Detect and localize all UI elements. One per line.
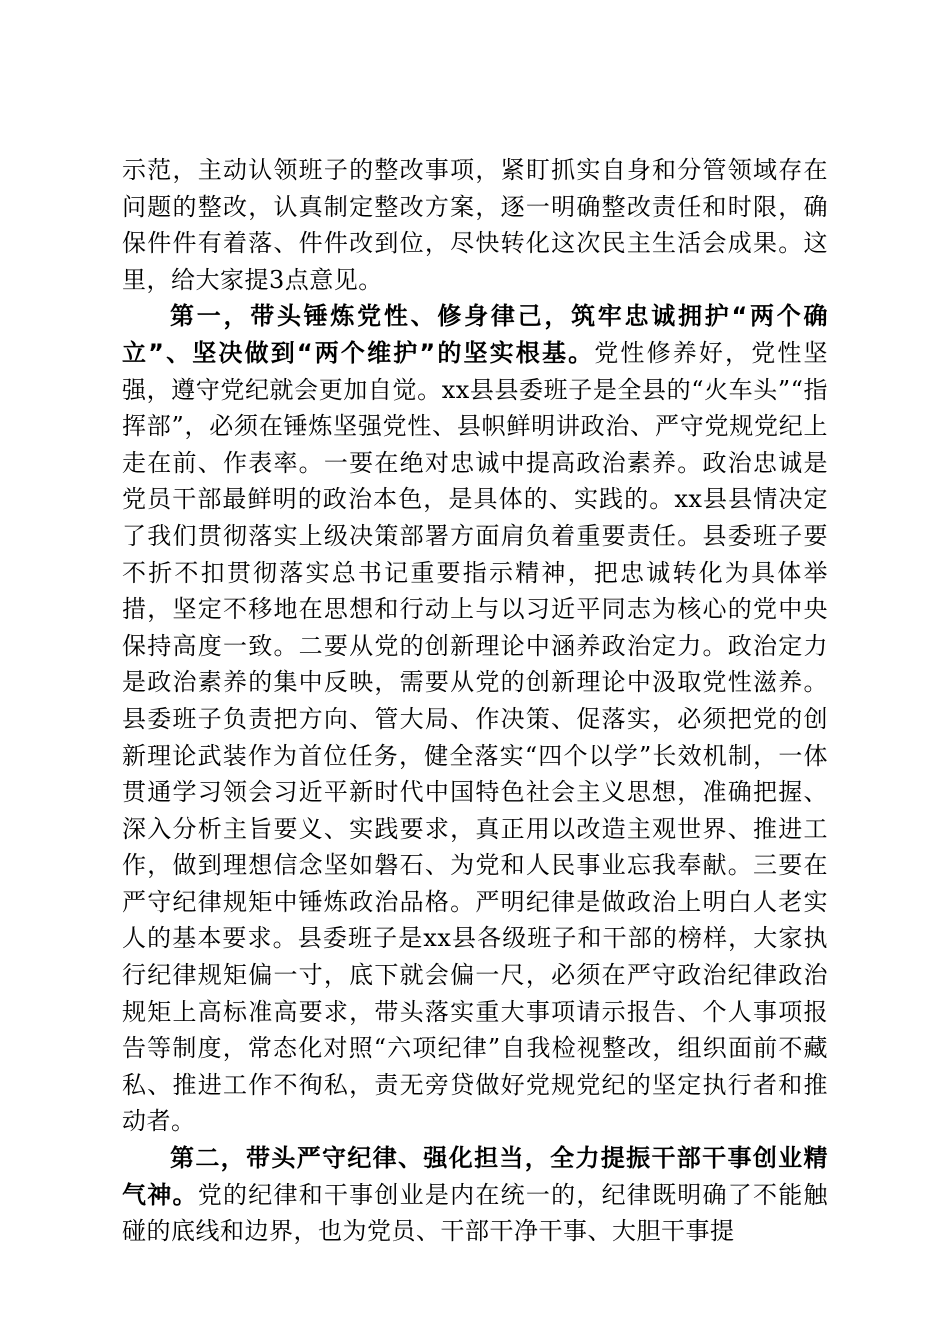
paragraph-heading: 第一，带头锤炼党性、修身律己，筑牢忠诚拥护“两个确立”、坚决做到“两个维护”的坚实根基。 — [122, 302, 828, 367]
paragraph-heading: 第二，带头严守纪律、强化担当，全力提振干部干事创业精气神。 — [122, 1144, 828, 1209]
paragraph-body: 示范，主动认领班子的整改事项，紧盯抓实自身和分管领域存在问题的整改，认真制定整改方案，逐一明确整改责任和时限，确保件件有着落、件件改到位，尽快转化这次民主生活会成果。这里，给大家提3点意见。 — [122, 156, 828, 294]
paragraph-body: 党的纪律和干事创业是内在统一的，纪律既明确了不能触碰的底线和边界，也为党员、干部干净干事、大胆干事提 — [122, 1180, 829, 1246]
paragraph-body: 党性修养好，党性坚强，遵守党纪就会更加自觉。xx县县委班子是全县的“火车头”“指挥部”，必须在锤炼坚强党性、县帜鲜明讲政治、严守党规党纪上走在前、作表率。一要在绝对忠诚中提高政治素养。政治忠诚是党员干部最鲜明的政治本色，是具体的、实践的。xx县县情决定了我们贯彻落实上级决策部署方面肩负着重要责任。县委班子要不折不扣贯彻落实总书记重要指示精神，把忠诚转化为具体举措，坚定不移地在思想和行动上与以习近平同志为核心的党中央保持高度一致。二要从党的创新理论中涵养政治定力。政治定力是政治素养的集中反映，需要从党的创新理论中汲取党性滋养。县委班子负责把方向、管大局、作决策、促落实，必须把党的创新理论武装作为首位任务，健全落实“四个以学”长效机制，一体贯通学习领会习近平新时代中国特色社会主义思想，准确把握、深入分析主旨要义、实践要求，真正用以改造主观世界、推进工作，做到理想信念坚如磐石、为党和人民事业忘我奉献。三要在严守纪律规矩中锤炼政治品格。严明纪律是做政治上明白人老实人的基本要求。县委班子是xx县各级班子和干部的榜样，大家执行纪律规矩偏一寸，底下就会偏一尺，必须在严守政治纪律政治规矩上高标准高要求，带头落实重大事项请示报告、个人事项报告等制度，常态化对照“六项纪律”自我检视整改，组织面前不藏私、推进工作不徇私，责无旁贷做好党规党纪的坚定执行者和推动者。 — [122, 338, 829, 1136]
paragraph-second-point — [122, 1140, 828, 1250]
document-body — [122, 152, 828, 1250]
paragraph-continuation — [122, 152, 828, 298]
paragraph-first-point — [122, 298, 828, 1140]
